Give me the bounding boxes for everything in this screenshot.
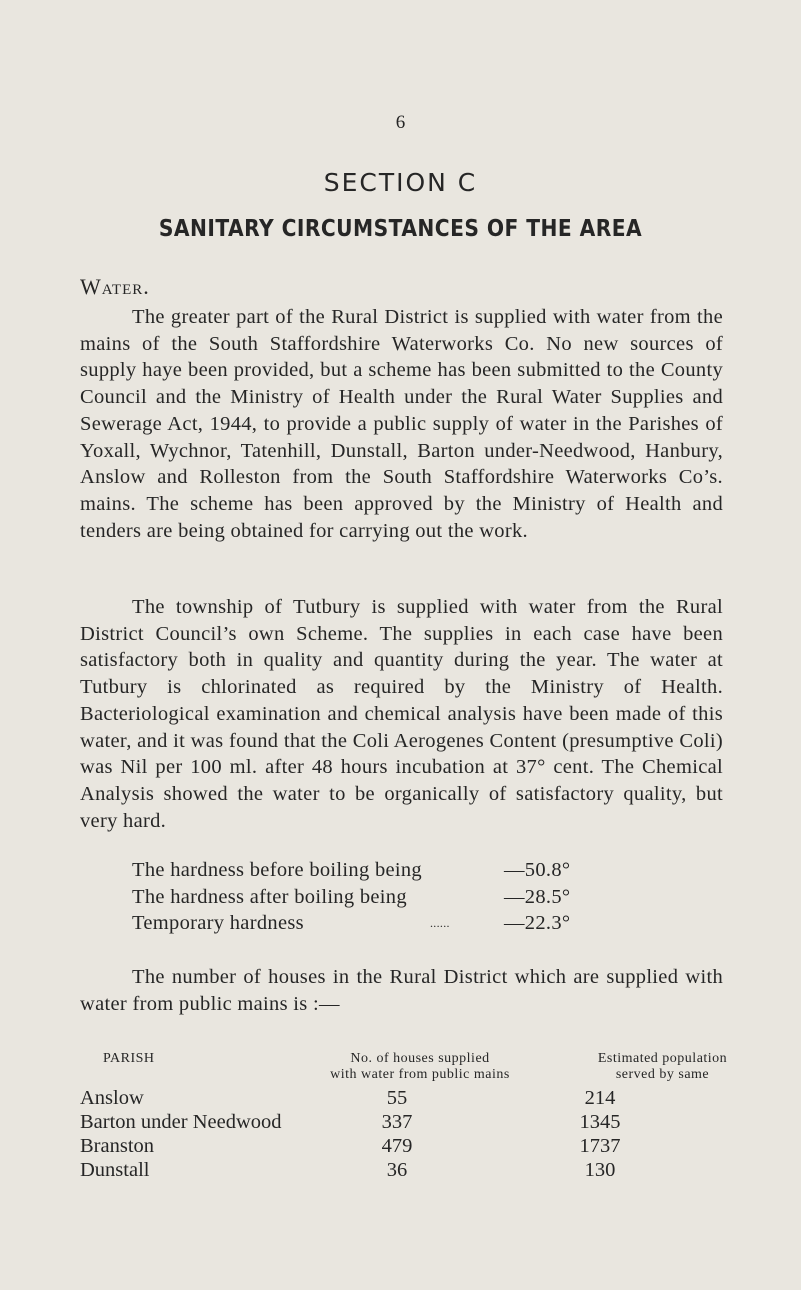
paragraph-water-supply (80, 304, 723, 544)
table-header-population: Estimated population served by same (597, 1051, 728, 1082)
hardness-label: The hardness before boiling being (132, 859, 422, 881)
main-heading: SANITARY CIRCUMSTANCES OF THE AREA (158, 216, 643, 242)
population-count: 130 (584, 1159, 616, 1181)
parish-name: Anslow (80, 1087, 144, 1109)
hardness-value: —50.8° (504, 859, 571, 881)
houses-count: 55 (386, 1087, 408, 1109)
hardness-label: The hardness after boiling being (132, 885, 407, 908)
hardness-row (132, 910, 692, 937)
houses-count: 479 (381, 1135, 413, 1157)
hardness-row (132, 857, 692, 884)
parish-name: Barton under Needwood (80, 1111, 282, 1133)
paragraph-text: The township of Tutbury is supplied with water from the Rural District Council’s own Scheme. The supplies in each case have been satisfactory both in quality and quantity during the year. The water at Tutbury is chlorinated as required by the Ministry of Health. Bacteriological examination and chemical analysis have been made of this water, and it was found that the Coli Aerogenes Content (presumptive Coli) was Nil per 100 ml. after 48 hours incubation at 37° cent. The Chemical Analysis showed the water to be organically of satisfactory quality, but very hard. (80, 596, 723, 832)
hardness-value: —22.3° (504, 912, 571, 935)
table-header-houses: No. of houses supplied with water from public mains (330, 1051, 510, 1082)
paragraph-text: The number of houses in the Rural District which are supplied with water from public mains is :— (80, 966, 723, 1015)
table-row (80, 1159, 740, 1183)
page-number: 6 (395, 112, 406, 133)
table-row (80, 1111, 740, 1135)
hardness-list (132, 857, 692, 937)
water-subheading: Water. (80, 274, 150, 299)
population-count: 214 (584, 1087, 616, 1109)
hardness-label: Temporary hardness (132, 912, 304, 935)
parish-name: Dunstall (80, 1159, 150, 1181)
paragraph-houses-supplied (80, 964, 723, 1017)
hardness-value: —28.5° (504, 885, 571, 908)
table-row (80, 1135, 740, 1159)
leader-dots: ...... (430, 916, 450, 931)
paragraph-tutbury (80, 594, 723, 834)
houses-count: 337 (381, 1111, 413, 1133)
section-heading: SECTION C (323, 168, 478, 197)
table-row (80, 1087, 740, 1111)
population-count: 1345 (579, 1111, 621, 1133)
paragraph-text: The greater part of the Rural District is supplied with water from the mains of the South Staffordshire Waterworks Co. No new sources of supply haye been provided, but a scheme has been submitted to the County Council and the Ministry of Health under the Rural Water Supplies and Sewerage Act, 1944, to provide a public supply of water in the Parishes of Yoxall, Wychnor, Tatenhill, Dunstall, Barton under-Needwood, Hanbury, Anslow and Rolleston from the South Staffordshire Waterworks Co’s. mains. The scheme has been approved by the Ministry of Health and tenders are being obtained for carrying out the work. (80, 306, 723, 542)
houses-count: 36 (386, 1159, 408, 1181)
population-count: 1737 (579, 1135, 621, 1157)
parish-name: Branston (80, 1135, 155, 1157)
table-header-parish: PARISH (103, 1051, 155, 1066)
hardness-row (132, 884, 692, 911)
